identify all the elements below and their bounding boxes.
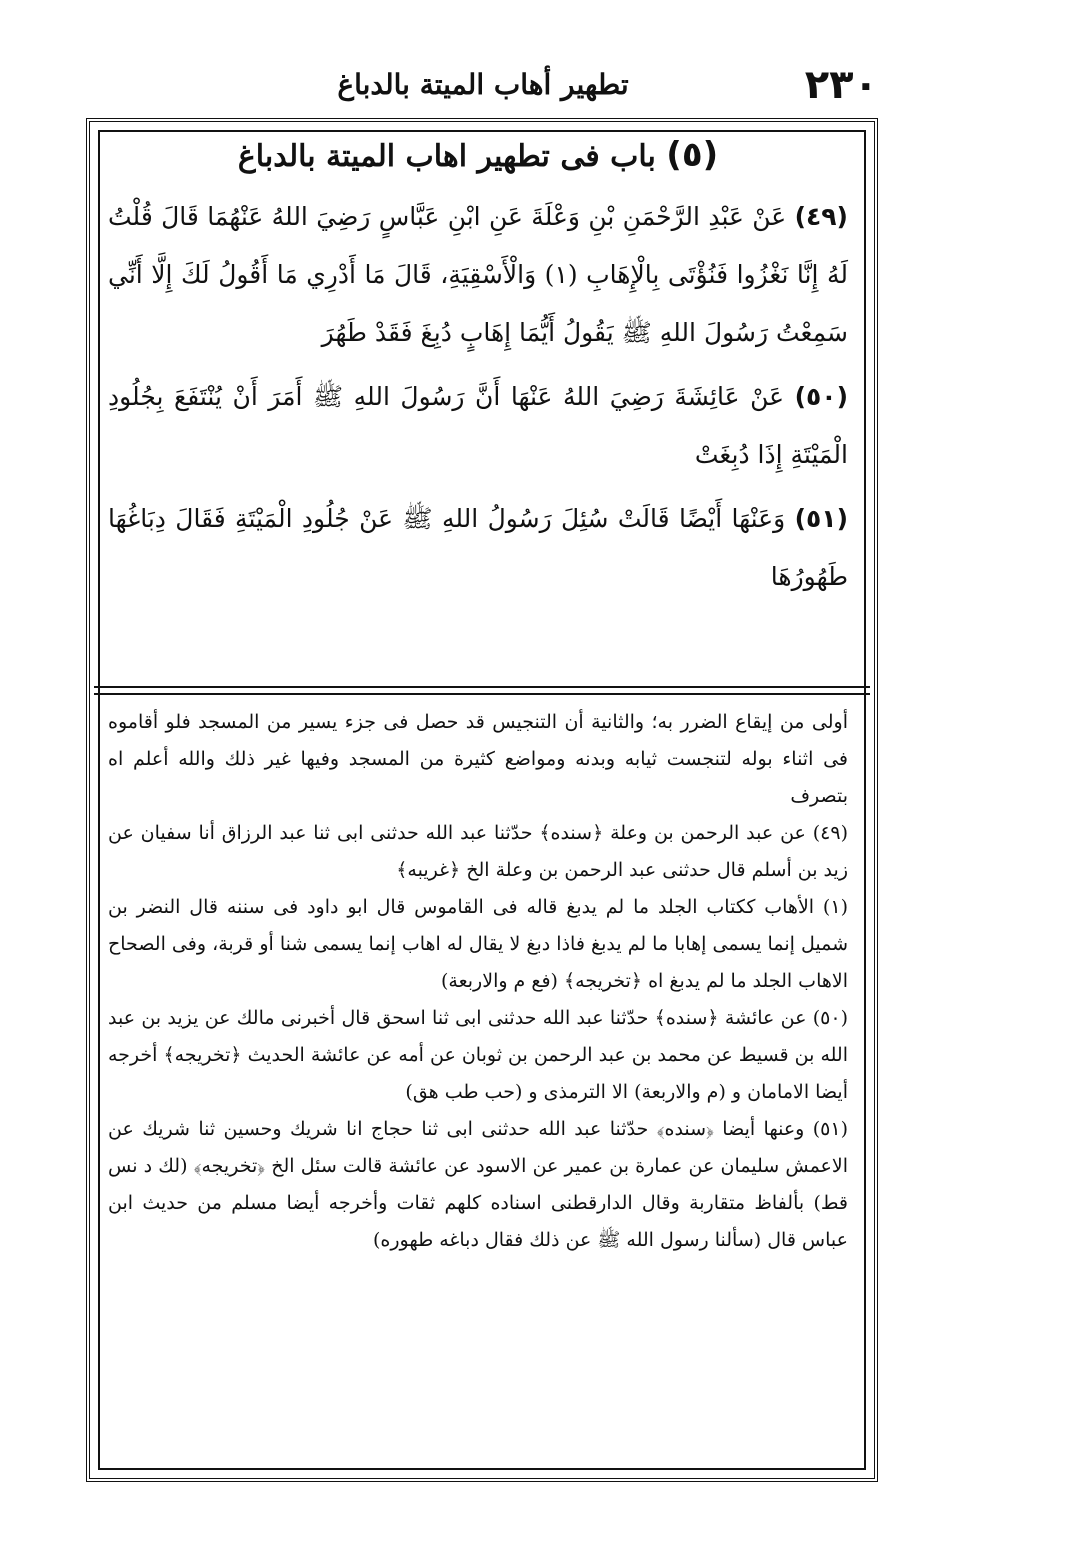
- hadith-49: [108, 188, 848, 362]
- hadith-text: عَنْ عَبْدِ الرَّحْمَنِ بْنِ وَعْلَةَ عَنِ ابْنِ عَبَّاسٍ رَضِيَ اللهُ عَنْهُمَا قَالَ قُلْتُ لَهُ إِنَّا نَغْزُوا فَنُؤْتَى بِالْإِهَابِ (١) وَالْأَسْقِيَةِ، قَالَ مَا أَدْرِي مَا أَقُولُ لَكَ إِلَّا أَنِّي سَمِعْتُ رَسُولَ اللهِ ﷺ يَقُولُ أَيُّمَا إِهَابٍ دُبِغَ فَقَدْ طَهُرَ: [108, 202, 848, 347]
- page-header: [88, 62, 878, 112]
- page-frame: [86, 118, 878, 1482]
- hadith-51: [108, 490, 848, 606]
- chapter-heading: [108, 130, 848, 182]
- commentary-49: (٤٩) عن عبد الرحمن بن وعلة ﴿سنده﴾ حدّثنا عبد الله حدثنى ابى ثنا عبد الرزاق أنا سفيان عن زيد بن أسلم قال حدثنى عبد الرحمن بن وعلة الخ ﴿غريبه﴾: [108, 822, 848, 881]
- commentary-50: (٥٠) عن عائشة ﴿سنده﴾ حدّثنا عبد الله حدثنى ابى ثنا اسحق قال أخبرنى مالك عن يزيد بن عبد الله بن قسيط عن محمد بن عبد الرحمن بن ثوبان عن أمه عن عائشة الحديث ﴿تخريجه﴾ أخرجه أيضا الامامان و (م والاربعة) الا الترمذى و (حب طب هق): [108, 1007, 848, 1103]
- hadith-number: (٤٩): [794, 202, 848, 231]
- section-divider: [94, 686, 870, 695]
- hadith-number: (٥٠): [794, 382, 848, 411]
- chapter-number: (٥): [666, 135, 719, 175]
- hadith-text: عَنْ عَائِشَةَ رَضِيَ اللهُ عَنْهَا أَنَّ رَسُولَ اللهِ ﷺ أَمَرَ أَنْ يُنْتَفَعَ بِجُلُودِ الْمَيْتَةِ إِذَا دُبِغَتْ: [108, 382, 848, 469]
- commentary-intro: أولى من إيقاع الضرر به؛ والثانية أن التنجيس قد حصل فى جزء يسير من المسجد فلو أقاموه فى اثناء بوله لتنجست ثيابه وبدنه ومواضع كثيرة من المسجد وفيها غير ذلك والله أعلم اه بتصرف: [108, 711, 848, 807]
- running-title: تطهير أهاب الميتة بالدباغ: [337, 68, 629, 101]
- commentary-section: [108, 704, 848, 1464]
- hadith-section: [108, 130, 848, 678]
- hadith-50: [108, 368, 848, 484]
- commentary-51: (٥١) وعنها أيضا ﴿سنده﴾ حدّثنا عبد الله حدثنى ابى ثنا حجاج انا شريك وحسين ثنا شريك عن الاعمش سليمان عن عمارة بن عمير عن الاسود عن عائشة قالت سئل الخ ﴿تخريجه﴾ (لك د نس قط) بألفاظ متقاربة وقال الدارقطنى اسناده كلهم ثقات وأخرجه أيضا مسلم من حديث ابن عباس قال (سألنا رسول الله ﷺ عن ذلك فقال دباغه طهوره): [108, 1118, 848, 1251]
- hadith-number: (٥١): [794, 504, 848, 533]
- hadith-text: وَعَنْهَا أَيْضًا قَالَتْ سُئِلَ رَسُولُ اللهِ ﷺ عَنْ جُلُودِ الْمَيْتَةِ فَقَالَ دِبَاغُهَا طَهُورُهَا: [108, 504, 848, 591]
- page-number: ٢٣٠: [804, 62, 878, 108]
- chapter-title: باب فى تطهير اهاب الميتة بالدباغ: [237, 139, 656, 174]
- commentary-note-1: (١) الأهاب ككتاب الجلد ما لم يدبغ قاله فى القاموس قال ابو داود فى سننه قال النضر بن شميل إنما يسمى إهابا ما لم يدبغ فاذا دبغ لا يقال له اهاب إنما يسمى شنا أو قربة، وفى الصحاح الاهاب الجلد ما لم يدبغ اه ﴿تخريجه﴾ (فع م والاربعة): [108, 896, 848, 992]
